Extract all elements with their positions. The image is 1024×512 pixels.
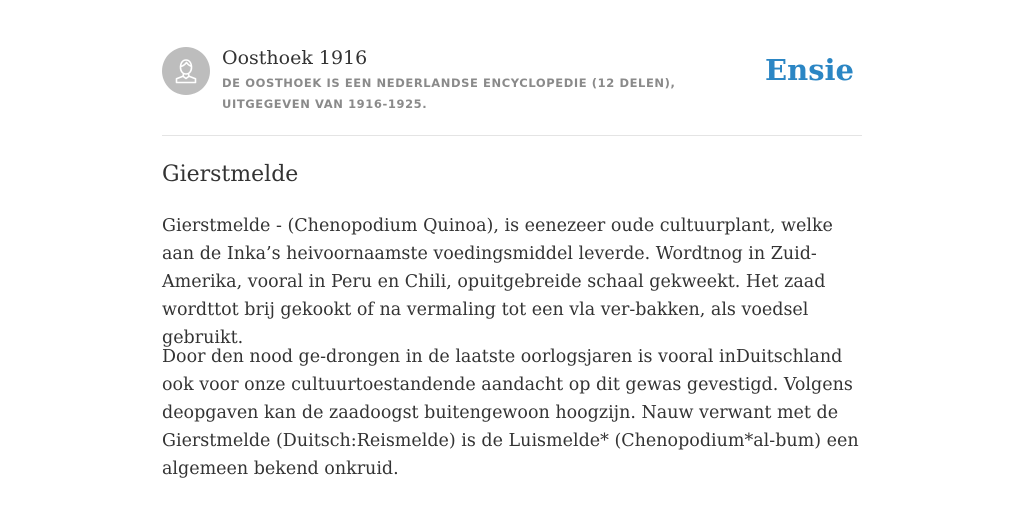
article-title: Gierstmelde (162, 162, 299, 187)
source-description: DE OOSTHOEK IS EEN NEDERLANDSE ENCYCLOPEDIE (12 DELEN), UITGEGEVEN VAN 1916-1925. (222, 76, 676, 111)
article-paragraph-2: Door den nood ge-drongen in de laatste oorlogsjaren is vooral inDuitschland ook voor onze cultuurtoestandende aandacht op dit gewas gevestigd. Volgens deopgaven kan de zaadoogst buitengewoon hoogzijn. Nauw verwant met de Gierstmelde (Duitsch:Reismelde) is de Luismelde* (Chenopodium*al-bum) een algemeen bekend onkruid. (162, 347, 859, 479)
source-name[interactable]: Oosthoek 1916 (222, 47, 368, 69)
source-header (162, 44, 862, 135)
divider (162, 135, 862, 136)
brand-logo[interactable]: Ensie (765, 53, 854, 87)
article-paragraph-1: Gierstmelde - (Chenopodium Quinoa), is eenezeer oude cultuurplant, welke aan de Inka’s heivoornaamste voedingsmiddel leverde. Wordtnog in Zuid-Amerika, vooral in Peru en Chili, opuitgebreide schaal gekweekt. Het zaad wordttot brij gekookt of na vermaling tot een vla ver-bakken, als voedsel gebruikt. (162, 216, 833, 348)
avatar[interactable] (162, 47, 210, 95)
user-icon (162, 47, 210, 95)
